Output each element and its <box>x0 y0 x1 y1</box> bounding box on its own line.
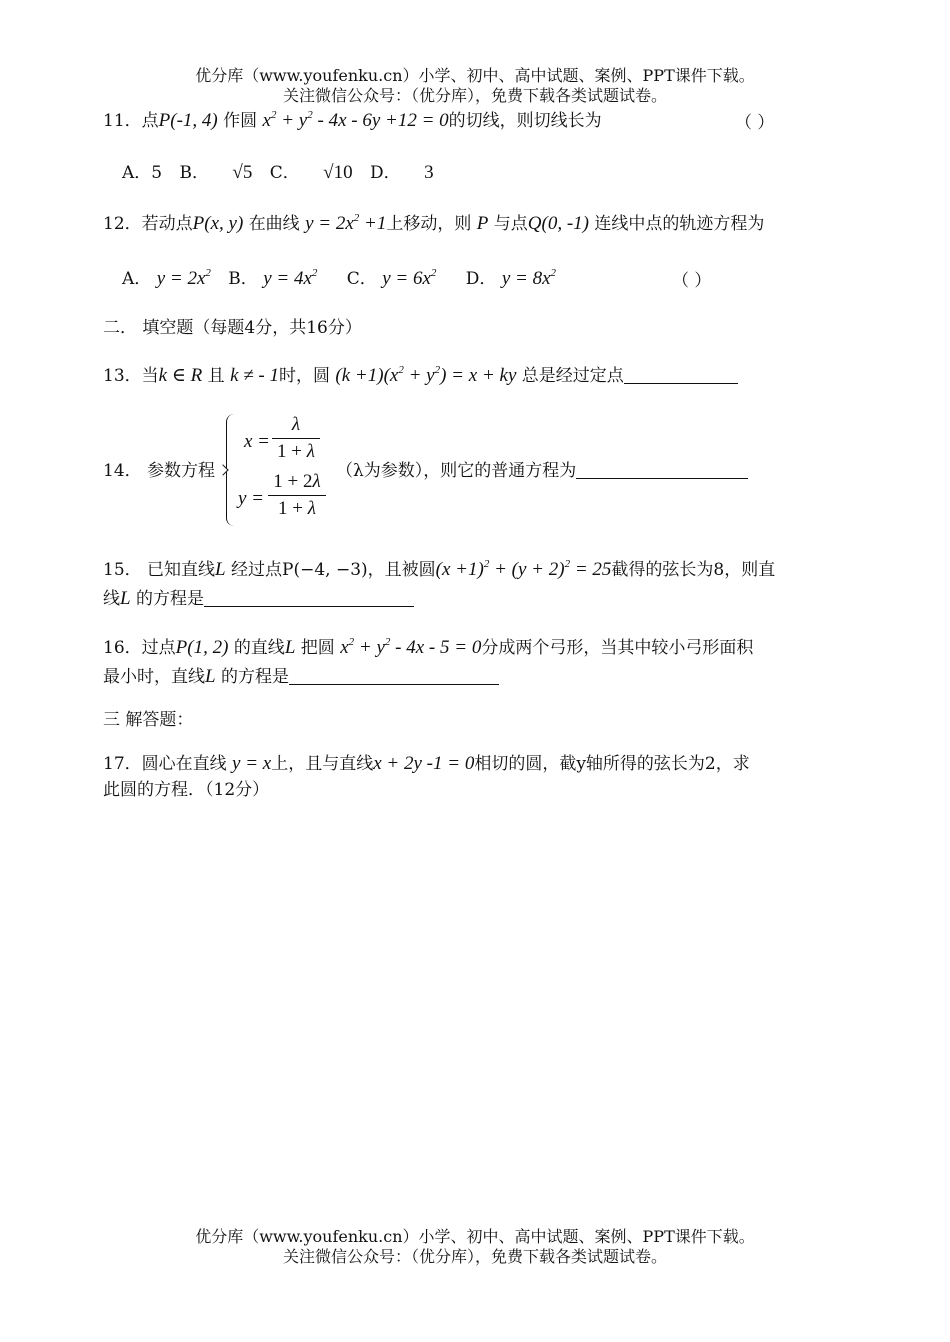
q13-k-neq: k ≠ - 1 <box>230 365 280 386</box>
q11-point: P(-1, 4) <box>158 110 218 131</box>
question-13 <box>103 363 738 389</box>
question-16-line-2 <box>103 664 499 690</box>
q12-answer-paren: （ ） <box>672 271 712 291</box>
q13-cond2: 时，圆 <box>279 366 331 386</box>
q12-option-b-value: $y = 4x^2$ <box>263 267 318 289</box>
q12-option-d-value: $y = 8x^2$ <box>501 267 557 289</box>
question-11 <box>103 108 602 134</box>
q12-point: P(x, y) <box>192 213 244 234</box>
q11-option-d-label: D． <box>370 163 401 183</box>
question-14-label: 14． 参数方程 <box>103 461 216 481</box>
q11-circle-equation: $x^2 + y^2 - 4x - 6y +12 = 0$ <box>262 109 449 131</box>
q16-line1-d: 分成两个弓形，当其中较小弓形面积 <box>481 638 754 658</box>
q15-line2-b: 的方程是 <box>135 589 204 609</box>
q12-options <box>122 266 556 292</box>
q13-end: 总是经过定点 <box>521 366 624 386</box>
section-2-title: 二． 填空题（每题4分，共16分） <box>103 318 362 338</box>
q11-option-d-value: 3 <box>424 162 434 183</box>
q11-options <box>122 160 434 186</box>
q17-line1-c: 相切的圆，截y轴所得的弦长为2，求 <box>474 754 750 774</box>
question-17-line-1 <box>103 751 750 777</box>
q16-line1-b: 的直线 <box>233 638 285 658</box>
section-3-title: 三 解答题： <box>103 710 194 730</box>
footer-line-2: 关注微信公众号：（优分库），免费下载各类试题试卷。 <box>282 1247 667 1266</box>
footer-line-1: 优分库（www.youfenku.cn）小学、初中、高中试题、案例、PPT课件下载。 <box>195 1227 755 1246</box>
q12-mid2: 上移动，则 <box>386 214 472 234</box>
q15-line1-a: 15． 已知直线 <box>103 560 216 580</box>
q17-line1-b: 上，且与直线 <box>271 754 374 774</box>
q15-line-l-2: L <box>120 588 131 609</box>
q12-mid1: 在曲线 <box>248 214 300 234</box>
header-line-2: 关注微信公众号：（优分库），免费下载各类试题试卷。 <box>282 86 667 105</box>
q16-line1-c: 把圆 <box>300 638 335 658</box>
q12-option-a-value: $y = 2x^2$ <box>156 267 211 289</box>
q16-answer-blank[interactable] <box>289 666 499 685</box>
q15-line2-a: 线 <box>103 589 120 609</box>
q12-option-d-label: D． <box>465 269 497 289</box>
q15-line-l: L <box>215 559 226 580</box>
q12-p: P <box>476 213 489 234</box>
q11-end: 的切线，则切线长为 <box>448 111 602 131</box>
q14-tail <box>336 458 748 484</box>
q15-line1-b: 经过点P(−4, −3)，且被圆 <box>231 560 436 580</box>
q16-line-l: L <box>284 637 296 658</box>
q11-option-b-label: B． <box>179 163 209 183</box>
q13-cond1: 且 <box>207 366 225 386</box>
question-17-line-2: 此圆的方程．（12分） <box>103 780 270 800</box>
q15-line1-c: 截得的弦长为8，则直 <box>611 560 776 580</box>
q12-number: 12．若动点 <box>103 214 193 234</box>
q17-line-y-eq-x: y = x <box>232 753 272 774</box>
q11-mid: 作圆 <box>223 111 258 131</box>
q12-option-c-label: C． <box>346 269 377 289</box>
q12-option-c-value: $y = 6x^2$ <box>382 267 437 289</box>
question-16-line-1 <box>103 635 753 661</box>
q11-option-a: A．5 <box>122 163 163 183</box>
q13-k-in-r: k ∈ R <box>158 365 203 386</box>
header-line-1: 优分库（www.youfenku.cn）小学、初中、高中试题、案例、PPT课件下载。 <box>195 66 755 85</box>
question-15-line-1 <box>103 557 775 583</box>
q15-circle-equation: $(x +1)^2 + (y + 2)^2 = 25$ <box>435 558 612 580</box>
q15-answer-blank[interactable] <box>204 588 414 607</box>
q16-line1-a: 16．过点 <box>103 638 176 658</box>
q17-line1-a: 17．圆心在直线 <box>103 754 227 774</box>
q12-point2: Q(0, -1) <box>527 213 589 234</box>
question-12 <box>103 211 764 237</box>
q14-y-fraction: $\frac{1 + 2\lambda}{1 + \lambda}$ <box>268 469 326 522</box>
q11-number: 11．点 <box>103 111 159 131</box>
q13-number: 13．当 <box>103 366 159 386</box>
q11-option-b-value: √5 <box>232 162 253 183</box>
q14-x-fraction: $\frac{\lambda}{1 + \lambda}$ <box>272 412 320 465</box>
question-15-line-2 <box>103 586 414 612</box>
q14-x-eq: x = <box>244 431 271 452</box>
q12-option-a-label: A． <box>122 269 152 289</box>
q13-answer-blank[interactable] <box>624 365 738 384</box>
q12-curve: $y = 2x^2 +1$ <box>305 212 387 234</box>
q16-circle-equation: $x^2 + y^2 - 4x - 5 = 0$ <box>340 636 482 658</box>
q16-line2-a: 最小时，直线 <box>103 667 205 687</box>
q12-mid3: 与点 <box>493 214 528 234</box>
q17-tangent-line: x + 2y -1 = 0 <box>373 753 475 774</box>
q16-line2-b: 的方程是 <box>220 667 289 687</box>
q14-answer-blank[interactable] <box>576 460 748 479</box>
q16-point: P(1, 2) <box>175 637 229 658</box>
q14-param-note: （λ为参数），则它的普通方程为 <box>336 461 577 481</box>
q12-end: 连线中点的轨迹方程为 <box>594 214 765 234</box>
q11-option-c-label: C． <box>269 163 300 183</box>
q13-circle-equation: $(k +1)(x^2 + y^2) = x$ + ky <box>335 364 517 386</box>
q16-line-l-2: L <box>205 666 216 687</box>
q14-y-eq: y = <box>238 488 265 509</box>
q11-answer-paren: （ ） <box>735 113 775 133</box>
q12-option-b-label: B． <box>228 269 258 289</box>
q11-option-c-value: √10 <box>323 162 353 183</box>
